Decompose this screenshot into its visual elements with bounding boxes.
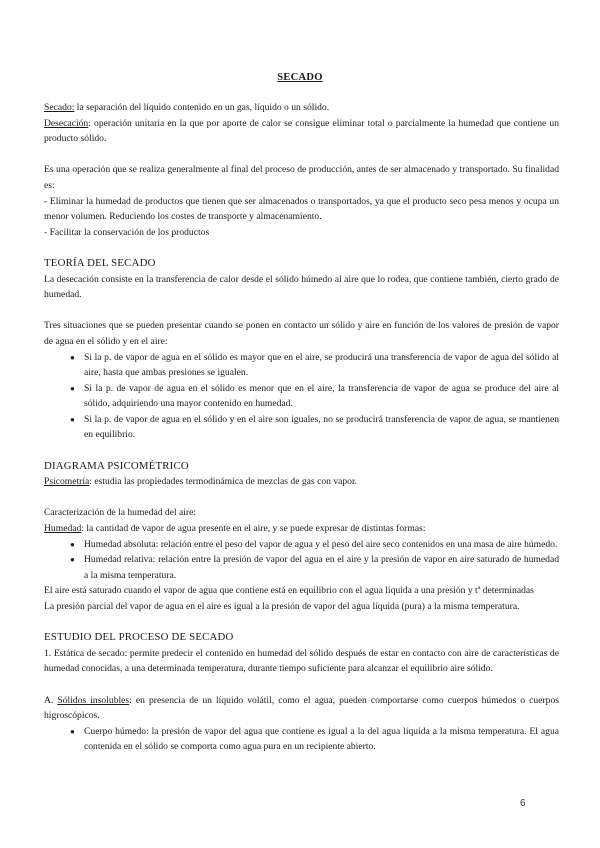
solidos-def: : en presencia de un líquido volátil, como el agua, pueden comportarse como cuerpos húmedos o cuerpos higroscópicos. (44, 694, 559, 722)
solidos-term: Sólidos insolubles (57, 694, 130, 706)
estudio-heading: ESTUDIO DEL PROCESO DE SECADO (44, 631, 234, 644)
intro-item-2: - Facilitar la conservación de los productos (44, 226, 210, 238)
caracterizacion-line: Caracterización de la humedad del aire: (44, 507, 197, 519)
diagrama-heading: DIAGRAMA PSICOMÉTRICO (44, 459, 189, 472)
tres-list (44, 350, 559, 444)
page-title: SECADO (277, 72, 323, 83)
document-body (44, 100, 559, 755)
list-item: ● Si la p. de vapor de agua en el sólido y en el aire son iguales, no se producirá transferencia de vapor de agua, se mantienen en equilibrio. (70, 412, 559, 443)
desecacion-definition (44, 116, 559, 147)
intro-item-1: - Eliminar la humedad de productos que tienen que ser almacenados o transportados, ya que el producto seco pesa menos y ocupa un menor volumen. Reduciendo los costes de transporte y almacenamiento. (44, 195, 559, 223)
humedad-definition (44, 521, 559, 537)
list-item: ● Humedad absoluta: relación entre el peso del vapor de agua y el peso del aire seco contenidos en una masa de aire húmedo. (70, 537, 559, 553)
desecacion-def: : operación unitaria en la que por aporte de calor se consigue eliminar total o parcialmente la humedad que contiene un producto sólido. (44, 117, 559, 145)
list-item: ● Si la p. de vapor de agua en el sólido es mayor que en el aire, se producirá una transferencia de vapor de agua del sólido al aire, hasta que ambas presiones se igualen. (70, 350, 559, 381)
solidos-paragraph (44, 693, 559, 724)
presion-paragraph: La presión parcial del vapor de agua en el aire es igual a la presión de vapor del agua líquida (pura) a la misma temperatura. (44, 601, 520, 612)
saturado-paragraph: El aire está saturado cuando el vapor de agua que contiene está en equilibrio con el agua líquida a una presión y tª determinadas (44, 585, 534, 597)
tres-paragraph: Tres situaciones que se pueden presentar cuando se ponen en contacto un sólido y aire en función de los valores de presión de vapor de agua en el sólido y en el aire: (44, 320, 559, 347)
desecacion-term: Desecación (44, 117, 89, 129)
estatica-paragraph: 1. Estática de secado: permite predecir el contenido en humedad del sólido después de estar en contacto con aire de características de humedad conocidas, a una determinada temperatura, durante tiempo suficiente para alcanzar el equilibrio aire sólido. (44, 647, 559, 675)
solidos-prefix: A. (44, 694, 58, 706)
psicometria-definition (44, 474, 559, 490)
page-number: 6 (520, 798, 526, 809)
teoria-heading: TEORÍA DEL SECADO (44, 256, 156, 269)
humedad-term: Humedad (44, 523, 82, 535)
humedad-list (44, 537, 559, 584)
list-item: ● Humedad relativa: relación entre la presión de vapor del agua en el aire y la presión de vapor en aire saturado de humedad a la misma temperatura. (70, 552, 559, 583)
list-item: ● Cuerpo húmedo: la presión de vapor del agua que contiene es igual a la del agua líquida a la misma temperatura. El agua contenida en el sólido se comporta como agua pura en un recipiente abierto. (70, 724, 559, 755)
secado-definition (44, 100, 559, 116)
teoria-paragraph: La desecación consiste en la transferencia de calor desde el sólido húmedo al aire que lo rodea, que contiene también, cierto grado de humedad. (44, 273, 559, 301)
secado-def: la separación del líquido contenido en un gas, líquido o un sólido. (74, 102, 330, 113)
list-item: ● Si la p. de vapor de agua en el sólido es menor que en el aire, la transferencia de vapor de agua se produce del aire al sólido, adquiriendo una mayor contenido en humedad. (70, 381, 559, 412)
psicometria-def: : estudia las propiedades termodinámica de mezclas de gas con vapor. (89, 476, 358, 488)
intro-paragraph: Es una operación que se realiza generalmente al final del proceso de producción, antes de ser almacenado y transportado. Su finalidad es: (44, 164, 559, 191)
psicometria-term: Psicometría (44, 476, 90, 488)
humedad-def: : la cantidad de vapor de agua presente en el aire, y se puede expresar de distintas formas: (81, 523, 426, 535)
cuerpo-list (44, 724, 559, 755)
secado-term: Secado: (44, 102, 75, 113)
